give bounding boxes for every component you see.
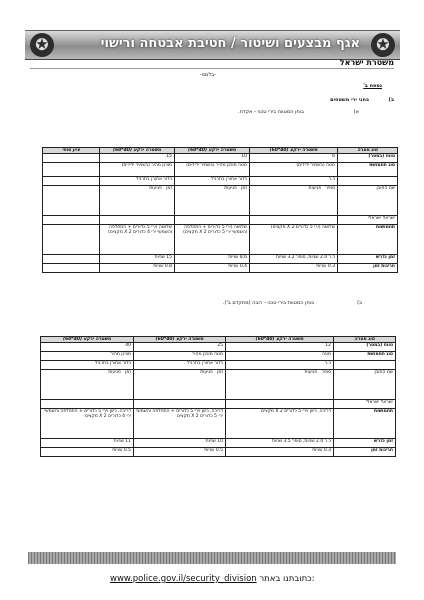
table-cell: 0.4 שניות	[175, 264, 250, 273]
subhead: זמן	[125, 370, 131, 375]
header-cell: סוג מטרה	[334, 337, 396, 343]
table-cell: 40	[41, 343, 134, 352]
appendix-title: נספח ב'	[363, 83, 382, 89]
police-emblem-icon: ✪	[30, 33, 54, 57]
table-cell: 25	[134, 343, 226, 352]
table-cell: 0.3 שניות	[250, 264, 338, 273]
table-cell: כ.ר	[226, 361, 334, 370]
row-label: זמן נדרש	[338, 255, 398, 264]
subhead: סופר	[321, 370, 331, 375]
table-cell: 15	[100, 154, 175, 163]
table-cell	[43, 154, 100, 163]
subsection-a-title: בוחן המטווח בירי טכני - אקדח.	[238, 109, 304, 115]
header-title: אגף מבצעים ושיטור / חטיבת אבטחה ורישוי	[100, 36, 360, 51]
header-cell: משטרה ירקע (40*60)	[41, 337, 134, 343]
police-emblem-icon: ✪	[371, 33, 395, 57]
row-label: חריגות זמן	[338, 264, 398, 273]
table-cell	[43, 225, 100, 255]
footer-bar	[28, 552, 396, 564]
table-cell	[250, 186, 338, 216]
table-cell	[43, 216, 100, 225]
table-cell: 0.5 שניות	[134, 448, 226, 457]
table-cell: דריכה, כיוון וירי 5 כדורים + התחלפה והשמשי ירי 5 כדורים X 2 מקצים	[134, 409, 226, 439]
header-cell: משטרה ירקע (40*60)	[250, 148, 338, 154]
table-cell	[338, 177, 398, 186]
table-cell	[100, 186, 175, 216]
table-cell	[175, 216, 250, 225]
table-cell: כדור אחורן בתרגיל	[41, 361, 134, 370]
table-cell	[250, 216, 338, 225]
footer-url[interactable]: www.police.gov.il/security_division	[110, 574, 257, 584]
table-cell	[175, 186, 250, 216]
header-cell: משטרה ירקע (40*60)	[175, 148, 250, 154]
table-cell: 6	[250, 154, 338, 163]
subhead: פגיעות	[308, 186, 322, 191]
header-cell: ציון סופי	[43, 148, 100, 154]
table-cell: דריכה, כיוון וירי 5 כדורים + התחלפה והשמשי ירי 4 כדורים X 2 מקצים	[41, 409, 134, 439]
table-cell: 10 שניות	[134, 439, 226, 448]
table-cell: 8.6 שניות	[175, 255, 250, 264]
table-cell: שלושה (ירי 5 כדורים + התחלפה והשמשי ירי 5 כדורים X 2 מקצים)	[175, 225, 250, 255]
table-cell: מטה	[226, 352, 334, 361]
table-cell: 10	[175, 154, 250, 163]
subhead: זמן	[217, 370, 223, 375]
table-cell	[100, 216, 175, 225]
row-label: תחמושות	[334, 409, 396, 439]
table-cell	[43, 186, 100, 216]
subhead: זמן	[241, 186, 247, 191]
police-name: משטרת ישראל	[339, 58, 394, 67]
table-cell: 0.3 שניות	[226, 448, 334, 457]
header-banner	[25, 30, 400, 60]
subhead: פגיעות	[200, 370, 213, 375]
table-cell	[334, 361, 396, 370]
table-cell	[43, 177, 100, 186]
table-cell	[226, 370, 334, 400]
table-cell: שם החובן	[334, 370, 396, 400]
table-rifle	[40, 336, 396, 457]
table-cell: כ.ר 2.0 שניות, סופר 3.2 שניות	[250, 255, 338, 264]
footer-link[interactable]	[110, 574, 315, 584]
table-cell: 12	[226, 343, 334, 352]
table-cell: שלושה (ירי 5 כדורים X 2 מקצים)	[250, 225, 338, 255]
subsection-a-label: א)	[353, 109, 359, 115]
subhead: פגיעות	[304, 370, 318, 375]
table-cell: כדור אחורן בתרגיל	[175, 177, 250, 186]
subhead: זמן	[166, 186, 172, 191]
table-pistol	[42, 147, 398, 273]
table-cell: 15 שניות	[100, 255, 175, 264]
table-cell	[43, 163, 100, 177]
divider	[30, 68, 394, 69]
table-cell: מטה מוכנן מהיר (בשמיר ידידים)	[175, 163, 250, 177]
table-cell: כדור אחורן בתרגיל	[134, 361, 226, 370]
header-cell: משטרה ירקע (40*60)	[134, 337, 226, 343]
row-label: סוג תחמושת	[338, 163, 398, 177]
table-cell: ישראל ישראלי	[334, 400, 396, 409]
table-cell	[226, 400, 334, 409]
table-cell	[43, 264, 100, 273]
section-title: בחני ירי משטחים	[330, 97, 369, 103]
table-cell: מוכנן מהיר (בשמיר ידידים)	[100, 163, 175, 177]
row-label: תחמושות	[338, 225, 398, 255]
table-cell: מטה (בשמיר ידידים)	[250, 163, 338, 177]
subhead: פגיעות	[108, 370, 121, 375]
subsection-b-title: בוחן המטווח בירי טכני - רובה (מתקדם ב').	[222, 300, 314, 306]
table-cell: מוכנן מהיר	[41, 352, 134, 361]
table-cell	[41, 370, 134, 400]
table-cell	[134, 370, 226, 400]
table-cell: 11 שניות	[41, 439, 134, 448]
table-cell: 0.5 שניות	[41, 448, 134, 457]
subhead: פגיעות	[149, 186, 162, 191]
table-cell	[41, 400, 134, 409]
classification: -בלמס-	[200, 72, 216, 78]
row-label: זמן נדרש	[334, 439, 396, 448]
row-label: חריגות זמן	[334, 448, 396, 457]
header-cell: משטרה ירקע (40*60)	[100, 148, 175, 154]
row-label: סוג תחמושת	[334, 352, 396, 361]
subhead: פגיעות	[224, 186, 237, 191]
row-label: טווח (במטר)	[334, 343, 396, 352]
table-cell	[43, 255, 100, 264]
subhead: סופר	[325, 186, 335, 191]
table-cell: דריכה, כיוון וירי 5 כדורים X 2 מקצים	[226, 409, 334, 439]
table-cell: שלושה (ירי 5 כדורים + התחלפה והשמשי ירי 4 כדורים X 2 מקצים)	[100, 225, 175, 255]
table-cell: כ.ר 2.0 שניות, סופר 3.5 שניות	[226, 439, 334, 448]
header-cell: סוג מטרה	[338, 148, 398, 154]
table-cell: מטה מוכנן מהיר	[134, 352, 226, 361]
table-cell: כדור אחורן בתרגיל	[100, 177, 175, 186]
table-cell: שם החובן	[338, 186, 398, 216]
table-cell	[134, 400, 226, 409]
subsection-b-label: ב)	[357, 300, 362, 306]
row-label: טווח (במטר)	[338, 154, 398, 163]
table-cell: כ.ר	[250, 177, 338, 186]
table-cell: 0.8 שניות	[100, 264, 175, 273]
header-cell: משטרה ירקע (40*60)	[226, 337, 334, 343]
footer-prefix: כתובתנו באתר:	[259, 574, 315, 584]
table-cell: ישראל ישראלי	[338, 216, 398, 225]
section-label: ב)	[388, 97, 394, 103]
